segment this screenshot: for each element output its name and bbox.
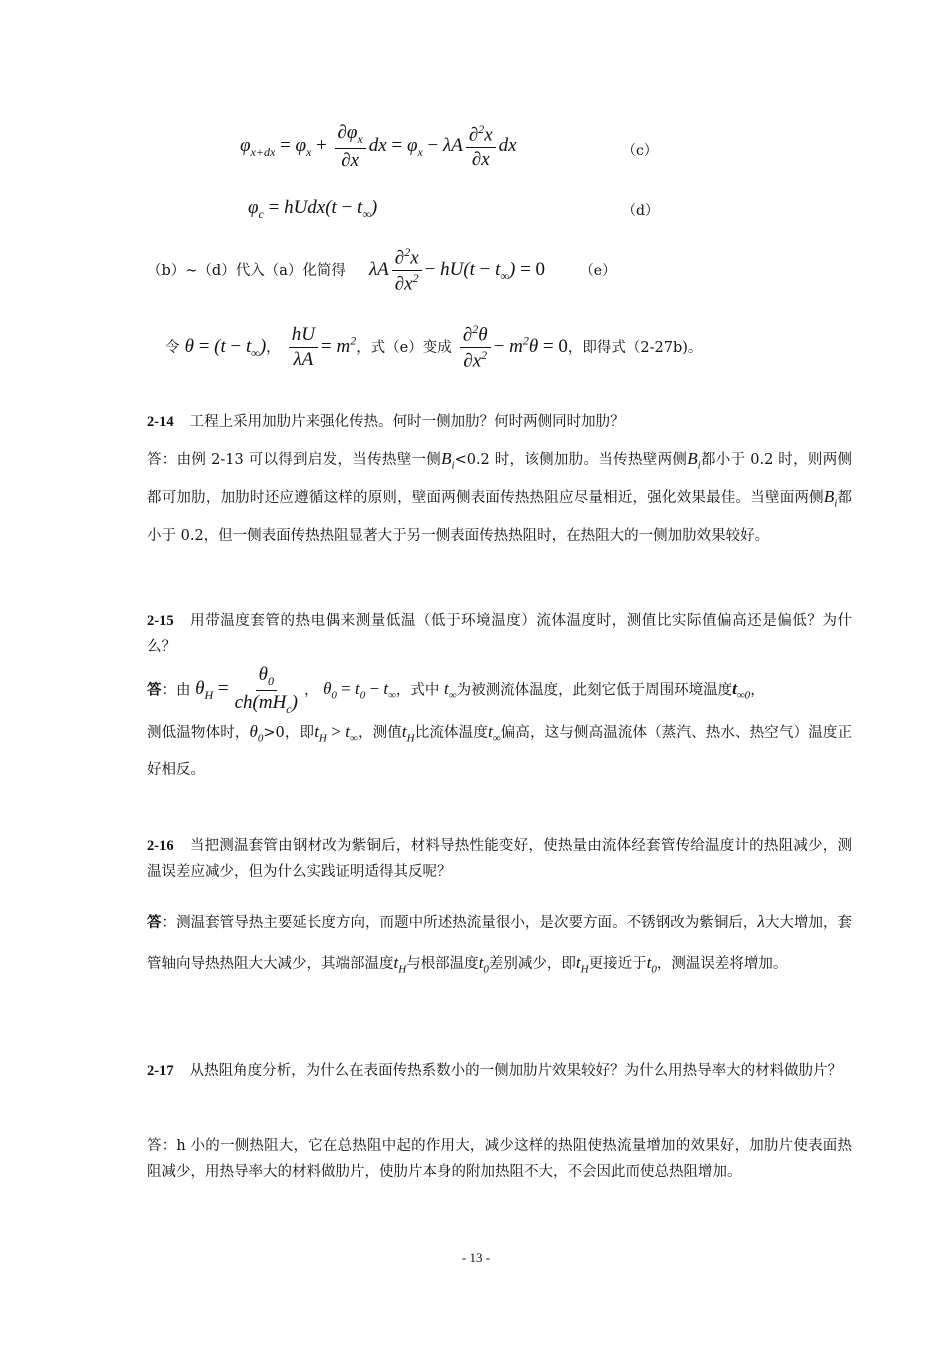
equation-e-label: （e） — [579, 263, 617, 280]
equation-e-prefix: （b）~（d）代入（a）化简得 — [147, 263, 346, 280]
question-number: 2-17 — [147, 1063, 174, 1079]
page-number: - 13 - — [461, 1250, 491, 1265]
answer-2-14: 答：由例 2-13 可以得到启发，当传热壁一侧$B_i<0.2$ 时，该侧加肋。当传热壁两侧$B_i$都小于 0.2 时，则两侧都可加肋，加肋时还应遵循这样的原则，壁面两侧表面传热热阻应尽量相近，强化效果最佳。当壁面两侧$B_i$都小于 0.2，但一侧表面传热热阻显著大于另一侧表面传热热阻时，在热阻大的一侧加肋效果较好。 — [147, 449, 853, 544]
equation-e: λA $\frac{\partial^2x}{\partial x^2}$ − $hU(t - t_\infty) = 0$ — [368, 245, 546, 295]
equation-c-label: （c） — [622, 143, 658, 159]
theta-definition: $\theta = (t - t_\infty)$ — [184, 336, 267, 360]
question-2-16 — [147, 833, 852, 885]
question-number: 2-16 — [147, 838, 174, 854]
question-text: 从热阻角度分析，为什么在表面传热系数小的一侧加肋片效果较好？为什么用热导率大的材料做肋片？ — [189, 1063, 843, 1079]
question-2-15 — [147, 608, 852, 660]
question-2-17 — [147, 1058, 852, 1084]
equation-c: $\varphi_{x+dx} = \varphi_x$ + $\frac{\partial\varphi_x}{\partial x}$ dx = $\varphi_x - \lambda A$ $\frac{\partial^2x}{\partial x}$ dx — [240, 121, 517, 171]
question-2-14 — [147, 406, 852, 438]
answer-2-16: 答：测温套管导热主要延长度方向，而题中所述热流量很小，是次要方面。不锈钢改为紫铜后，λ大大增加，套管轴向导热热阻大大减少，其端部温度$t_H$与根部温度$t_0$差别减少，即$t_H$更接近于$t_0$，测温误差将增加。 — [147, 912, 853, 976]
question-text: 当把测温套管由钢材改为紫铜后，材料导热性能变好，使热量由流体经套管传给温度计的热阻减少，测温误差应减少，但为什么实践证明适得其反呢？ — [147, 838, 852, 880]
equation-e-line — [147, 246, 616, 295]
question-text: 工程上采用加肋片来强化传热。何时一侧加肋？何时两侧同时加肋？ — [189, 414, 625, 430]
theta-substitution-line: 令 $\theta = (t - t_\infty)$， $\frac{hU}{\lambda A}$ = $m^2$，式（e）变成 $\frac{\partial^2\theta}{\partial x^2}$ − $m^2\theta = 0$，即得式（2-27b)。 — [165, 322, 703, 372]
answer-2-15-formula-line: 答：由 $\theta_H$ = $\frac{\theta_0}{ch(mH_c)}$ ， $\theta_0 = t_0 - t_\infty$，式中 $t_\infty$为被测流体温度，此刻它低于周围环境温度$t_{\infty 0}$， — [147, 664, 765, 716]
answer-2-17: 答：h 小的一侧热阻大，它在总热阻中起的作用大，减少这样的热阻使热流量增加的效果好，加肋片使表面热阻减少，用热导率大的材料做肋片，使肋片本身的附加热阻不大，不会因此而使总热阻增加。 — [147, 1138, 852, 1180]
equation-d-label: （d） — [622, 203, 659, 219]
equation-d: $\varphi_c$ = hUdx(t − $t_\infty$) — [248, 197, 378, 221]
m-squared-definition: $\frac{hU}{\lambda A}$ = $m^2$ — [286, 336, 356, 357]
equation-2-27b: $\frac{\partial^2\theta}{\partial x^2}$ − $m^2\theta = 0$ — [457, 336, 568, 357]
theta-h-formula: $\theta_H$ = $\frac{\theta_0}{ch(mH_c)}$ — [195, 664, 298, 716]
question-text: 用带温度套管的热电偶来测量低温（低于环境温度）流体温度时，测值比实际值偏高还是偏低？为什么？ — [147, 613, 852, 655]
answer-2-15-text: 测低温物体时，$\theta_0>0$，即$t_H > t_\infty$，测值$t_H$比流体温度$t_\infty$偏高，这与侧高温流体（蒸汽、热水、热空气）温度正好相反。 — [147, 722, 853, 779]
question-number: 2-14 — [147, 414, 174, 430]
question-number: 2-15 — [147, 613, 174, 629]
